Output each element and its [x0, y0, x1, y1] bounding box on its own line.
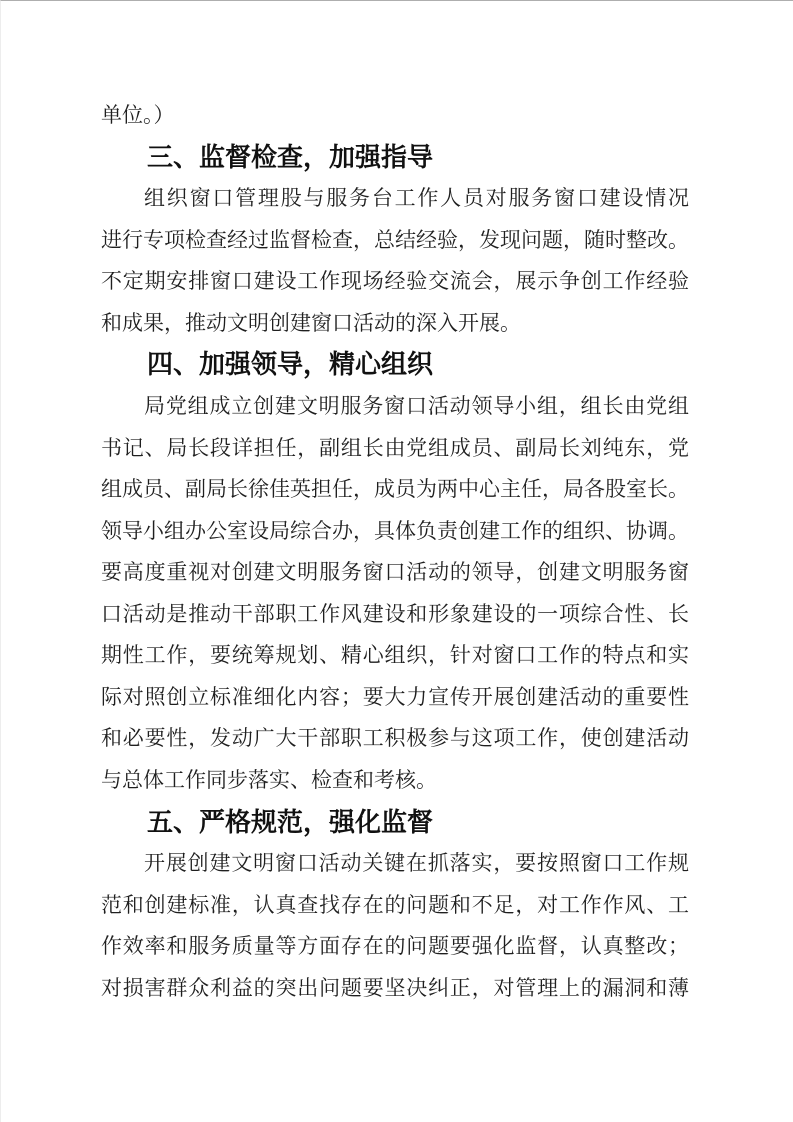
text-line: 开展创建文明窗口活动关键在抓落实，要按照窗口工作规	[144, 851, 689, 876]
text-line: 期性工作，要统筹规划、精心组织，针对窗口工作的特点和实	[101, 643, 689, 668]
text-line: 领导小组办公室设局综合办，具体负责创建工作的组织、协调。	[101, 518, 689, 543]
section-heading-4: 四、加强领导，精心组织	[147, 349, 434, 380]
text-line: 对损害群众利益的突出问题要坚决纠正，对管理上的漏洞和薄	[101, 975, 689, 1000]
paragraph-continuation-line: 单位。）	[101, 103, 175, 127]
text-line: 组成员、副局长徐佳英担任，成员为两中心主任，局各股室长。	[101, 477, 689, 502]
section-heading-3: 三、监督检查，加强指导	[147, 141, 434, 172]
text-line: 组织窗口管理股与服务台工作人员对服务窗口建设情况	[144, 186, 689, 211]
section-heading-5: 五、严格规范，强化监督	[147, 806, 434, 837]
text-line: 局党组成立创建文明服务窗口活动领导小组，组长由党组	[144, 393, 689, 418]
text-line: 口活动是推动干部职工作风建设和形象建设的一项综合性、长	[101, 601, 689, 626]
text-line: 作效率和服务质量等方面存在的问题要强化监督，认真整改；	[101, 934, 689, 959]
text-line: 和必要性，发动广大干部职工积极参与这项工作，使创建活动	[101, 726, 689, 751]
text-line: 不定期安排窗口建设工作现场经验交流会，展示争创工作经验	[101, 269, 689, 294]
text-line: 范和创建标准，认真查找存在的问题和不足，对工作作风、工	[101, 892, 689, 917]
document-body	[101, 95, 689, 1009]
text-line: 要高度重视对创建文明服务窗口活动的领导，创建文明服务窗	[101, 560, 689, 585]
text-line: 和成果，推动文明创建窗口活动的深入开展。	[101, 310, 521, 335]
text-line: 际对照创立标准细化内容；要大力宣传开展创建活动的重要性	[101, 684, 689, 709]
text-line: 书记、局长段详担任，副组长由党组成员、副局长刘纯东，党	[101, 435, 689, 460]
text-line: 进行专项检查经过监督检查，总结经验，发现问题，随时整改。	[101, 227, 689, 252]
text-line: 与总体工作同步落实、检查和考核。	[101, 768, 437, 792]
